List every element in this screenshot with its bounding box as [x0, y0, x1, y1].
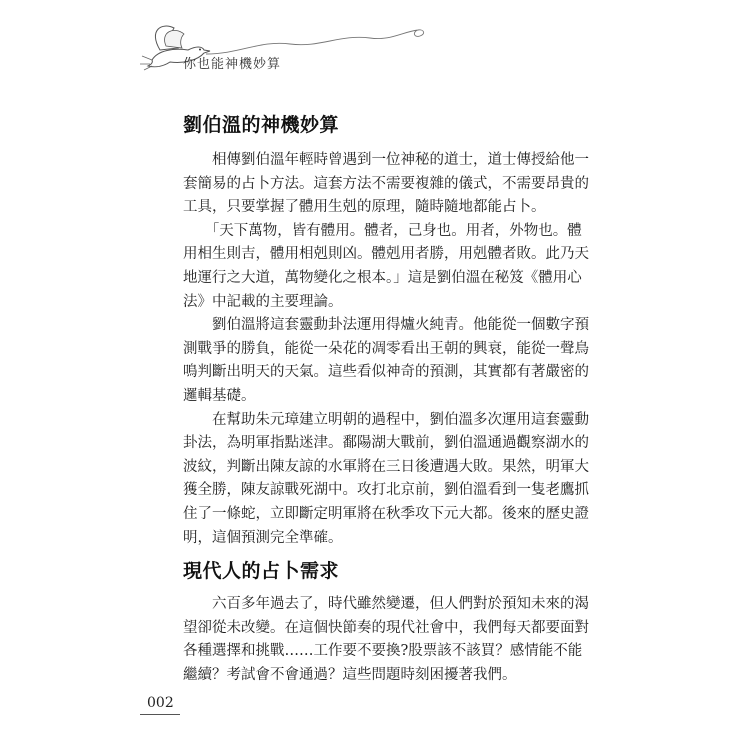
text-line: 各種選擇和挑戰……工作要不要換?股票該不該買？感情能不能	[183, 643, 583, 660]
text-line: 套簡易的占卜方法。這套方法不需要複雜的儀式，不需要昂貴的	[183, 175, 589, 192]
text-line: 卦法，為明軍指點迷津。鄱陽湖大戰前，劉伯溫通過觀察湖水的	[183, 435, 589, 452]
text-line: 劉伯溫將這套靈動卦法運用得爐火純青。他能從一個數字預	[183, 317, 589, 334]
page-number: 002	[147, 695, 174, 711]
text-line: 住了一條蛇，立即斷定明軍將在秋季攻下元大都。後來的歷史證	[183, 505, 589, 522]
section-body	[183, 593, 589, 687]
text-line: 鳴判斷出明天的天氣。這些看似神奇的預測，其實都有著嚴密的	[183, 364, 589, 381]
text-line: 工具，只要掌握了體用生剋的原理，隨時隨地都能占卜。	[183, 199, 546, 216]
text-line: 波紋，判斷出陳友諒的水軍將在三日後遭遇大敗。果然，明軍大	[183, 458, 589, 475]
running-header	[140, 20, 450, 100]
text-line: 用相生則吉，體用相剋則凶。體剋用者勝，用剋體者敗。此乃天	[183, 246, 589, 263]
text-line: 測戰爭的勝負，能從一朵花的凋零看出王朝的興衰，能從一聲鳥	[183, 340, 589, 357]
page-number-rule	[140, 714, 180, 715]
text-line: 邏輯基礎。	[183, 387, 256, 404]
text-line: 在幫助朱元璋建立明朝的過程中，劉伯溫多次運用這套靈動	[183, 411, 589, 428]
text-line: 「天下萬物，皆有體用。體者，己身也。用者，外物也。體	[183, 222, 582, 239]
text-line: 地運行之大道，萬物變化之根本。」這是劉伯溫在秘笈《體用心	[183, 269, 582, 286]
text-line: 六百多年過去了，時代雖然變遷，但人們對於預知未來的渴	[183, 596, 589, 612]
text-line: 繼續？考試會不會通過？這些問題時刻困擾著我們。	[183, 666, 517, 683]
section-body	[183, 149, 589, 550]
text-line: 獲全勝，陳友諒戰死湖中。攻打北京前，劉伯溫看到一隻老鷹抓	[183, 482, 589, 499]
section-title: 現代人的占卜需求	[183, 560, 340, 582]
section-title: 劉伯溫的神機妙算	[183, 114, 340, 136]
text-line: 望卻從未改變。在這個快節奏的現代社會中，我們每天都要面對	[183, 619, 589, 636]
text-line: 法》中記載的主要理論。	[183, 293, 343, 310]
text-line: 明，這個預測完全準確。	[183, 529, 343, 546]
running-title: 你也能神機妙算	[183, 57, 282, 72]
text-line: 相傳劉伯溫年輕時曾遇到一位神秘的道士，道士傳授給他一	[183, 152, 589, 168]
